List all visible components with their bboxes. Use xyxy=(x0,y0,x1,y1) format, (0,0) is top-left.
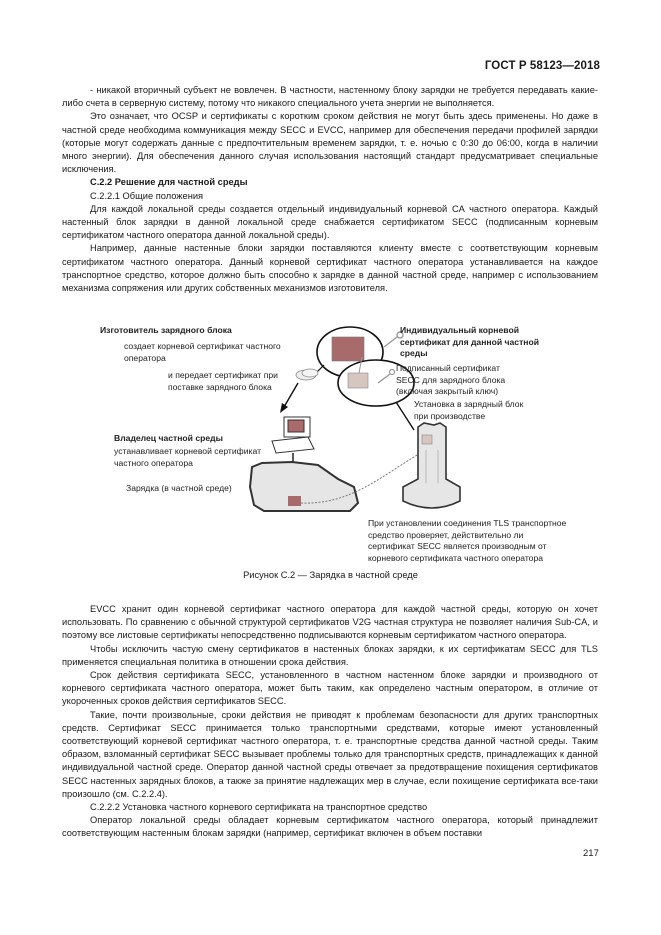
paragraph: Срок действия сертификата SECC, установленного в частном настенном блоке зарядки и производного от корневого сертификата частного оператора, может быть таким, как определено частным оператором, в отличие от укороченных сроков действия сертификатов SECC. xyxy=(62,670,598,707)
page-number: 217 xyxy=(583,848,599,859)
car-icon xyxy=(250,462,358,511)
document-id: ГОСТ Р 58123—2018 xyxy=(484,60,600,72)
label-tls-note: При установлении соединения TLS транспортное средство проверяет, действительно ли сертификат SECC является производным от корневого сертификата частного оператора xyxy=(368,518,567,563)
paragraph: Например, данные настенные блоки зарядки поставляются клиенту вместе с соответствующим корневым сертификатом частного оператора. Данный корневой сертификат частного оператора устанавливается на каждое транспортное средство, которое должно быть способно к зарядке в данной частной среде, например с использованием механизма сопряжения или других собственных механизмов изготовителя. xyxy=(62,243,598,294)
label-manufacturer-title: Изготовитель зарядного блока xyxy=(100,325,232,335)
paragraph: Это означает, что OCSP и сертификаты с коротким сроком действия не могут быть здесь применены. Но даже в частной среде необходима коммуникация между SECC и EVCC, например для обеспечения передачи профилей зарядки (которые могут содержать данные с предпочтительным временем зарядки, т. е. ночью с 0:30 до 06:00, когда в наличии много энергии). Для обеспечения данного случая использования настоящий стандарт предусматривает специальные исключения. xyxy=(62,111,598,175)
section-heading: С.2.2 Решение для частной среды xyxy=(90,177,248,188)
paragraph: Оператор локальной среды обладает корневым сертификатом частного оператора, который принадлежит соответствующим настенным блокам зарядки (например, сертификат включен в объем поставки xyxy=(62,815,598,839)
label-signed-secc: Подписанный сертификат SECC для зарядного блока (включая закрытый ключ) xyxy=(396,363,506,397)
label-owner-title: Владелец частной среды xyxy=(114,433,223,443)
paragraph: EVCC хранит один корневой сертификат частного оператора для каждой частной среды, которую он хочет использовать. По сравнению с обычной структурой сертификатов V2G частная структура не позволяет наличия Sub-CA, и поэтому все листовые сертификаты непосредственно подписываются корневым сертификатом частного оператора. xyxy=(62,604,598,641)
wallbox-charger-icon xyxy=(403,423,460,508)
label-charging-private: Зарядка (в частной среде) xyxy=(126,483,232,493)
figure-c2 xyxy=(62,315,598,580)
paragraph: Чтобы исключить частую смену сертификатов в настенных блоках зарядки, к их сертификатам SECC для TLS применяется специальная политика в отношении срока действия. xyxy=(62,643,598,667)
label-install-production: Установка в зарядный блок при производстве xyxy=(414,399,524,421)
subsection-heading: С.2.2.2 Установка частного корневого сертификата на транспортное средство xyxy=(90,802,428,813)
paragraph: Такие, почти произвольные, сроки действия не приводят к проблемам безопасности для других транспортных средств. Сертификат SECC принимается только транспортными средствами, которые имеют установленный соответствующий корневой сертификат частного оператора, т. е. транспортные средства данной частной среды. Таким образом, взломанный сертификат SECC вызывает проблемы только для транспортных средств, принадлежащих к данной индивидуальной частной среде. Оператор данной частной среды отвечает за предотвращение похищения сертификатов SECC настенных зарядных блоков, а также за принятие надлежащих мер в случае, если похищение сертификата все-таки произошло (см. С.2.2.4). xyxy=(62,709,598,799)
figure-caption: Рисунок С.2 — Зарядка в частной среде xyxy=(243,570,418,580)
paragraph: Для каждой локальной среды создается отдельный индивидуальный корневой CA частного оператора. Каждый настенный блок зарядки в данной локальной среде снабжается сертификатом SECC (подписанным корневым сертификатом частного оператора данной локальной среды). xyxy=(62,203,598,241)
label-individual-root: Индивидуальный корневой сертификат для данной частной среды xyxy=(400,325,539,359)
label-manufacturer-creates: создает корневой сертификат частного оператора xyxy=(124,341,281,363)
bottom-text xyxy=(62,603,598,841)
label-owner-installs: устанавливает корневой сертификат частного оператора xyxy=(114,446,262,468)
cd-disc-icon xyxy=(296,369,318,380)
subsection-heading: С.2.2.1 Общие положения xyxy=(90,190,204,201)
label-manufacturer-passes: и передает сертификат при поставке зарядного блока xyxy=(168,370,278,392)
paragraph: - никакой вторичный субъект не вовлечен. В частности, настенному блоку зарядки не требуется передавать какие-либо счета в серверную систему, потому что никакого специального учета энергии не выполняется. xyxy=(62,85,598,109)
top-text xyxy=(62,84,598,295)
